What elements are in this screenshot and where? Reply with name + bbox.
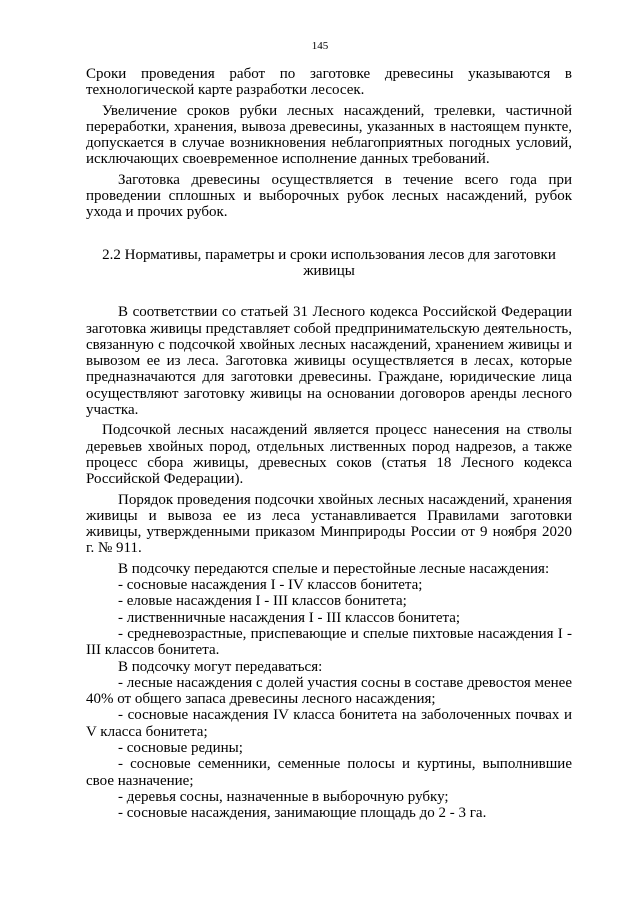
paragraph: В подсочку могут передаваться: [118, 658, 323, 675]
list-item: - сосновые семенники, семенные полосы и куртины, выполнившие свое назначение; [86, 756, 572, 789]
list-item: - сосновые насаждения I - IV классов бонитета; [118, 577, 423, 594]
list-item: - сосновые насаждения, занимающие площадь до 2 - 3 га. [118, 805, 487, 822]
list-item: - еловые насаждения I - III классов бонитета; [118, 593, 407, 610]
paragraph: Заготовка древесины осуществляется в течение всего года при проведении сплошных и выборочных рубок лесных насаждений, рубок ухода и прочих рубок. [86, 171, 572, 221]
paragraph: Увеличение сроков рубки лесных насаждений, трелевки, частичной переработки, хранения, вывоза древесины, указанных в настоящем пункте, допускается в случае возникновения неблагоприятных погодных условий, исключающих своевременное исполнение данных требований. [86, 102, 572, 168]
list-item: - средневозрастные, приспевающие и спелые пихтовые насаждения I - III классов бонитета. [86, 625, 572, 659]
paragraph: Порядок проведения подсочки хвойных лесных насаждений, хранения живицы и вывоза ее из леса устанавливается Правилами заготовки живицы, утвержденными приказом Минприроды России от 9 ноября 2020 г. № 911. [86, 491, 572, 557]
section-heading: 2.2 Нормативы, параметры и сроки использования лесов для заготовки живицы [102, 246, 556, 279]
page-content [86, 66, 572, 821]
paragraph: Сроки проведения работ по заготовке древесины указываются в технологической карте разработки лесосек. [86, 66, 572, 99]
page-number: 145 [311, 40, 329, 52]
list-item: - сосновые насаждения IV класса бонитета на заболоченных почвах и V класса бонитета; [86, 707, 572, 740]
list-item: - лиственничные насаждения I - III классов бонитета; [118, 609, 461, 626]
paragraph: В соответствии со статьей 31 Лесного кодекса Российской Федерации заготовка живицы представляет собой предпринимательскую деятельность, связанную с подсочкой хвойных лесных насаждений, хранением живицы и вывозом ее из леса. Заготовка живицы осуществляется в лесах, которые предназначаются для заготовки древесины. Граждане, юридические лица осуществляют заготовку живицы на основании договоров аренды лесного участка. [86, 304, 572, 419]
paragraph: В подсочку передаются спелые и перестойные лесные насаждения: [118, 560, 550, 577]
list-item: - сосновые редины; [118, 739, 243, 756]
list-item: - лесные насаждения с долей участия сосны в составе древостоя менее 40% от общего запаса древесины лесного насаждения; [86, 674, 572, 708]
paragraph: Подсочкой лесных насаждений является процесс нанесения на стволы деревьев хвойных пород, отдельных лиственных пород надрезов, а также процесс сбора живицы, древесных соков (статья 18 Лесного кодекса Российской Федерации). [86, 422, 572, 488]
list-item: - деревья сосны, назначенные в выборочную рубку; [118, 788, 449, 805]
